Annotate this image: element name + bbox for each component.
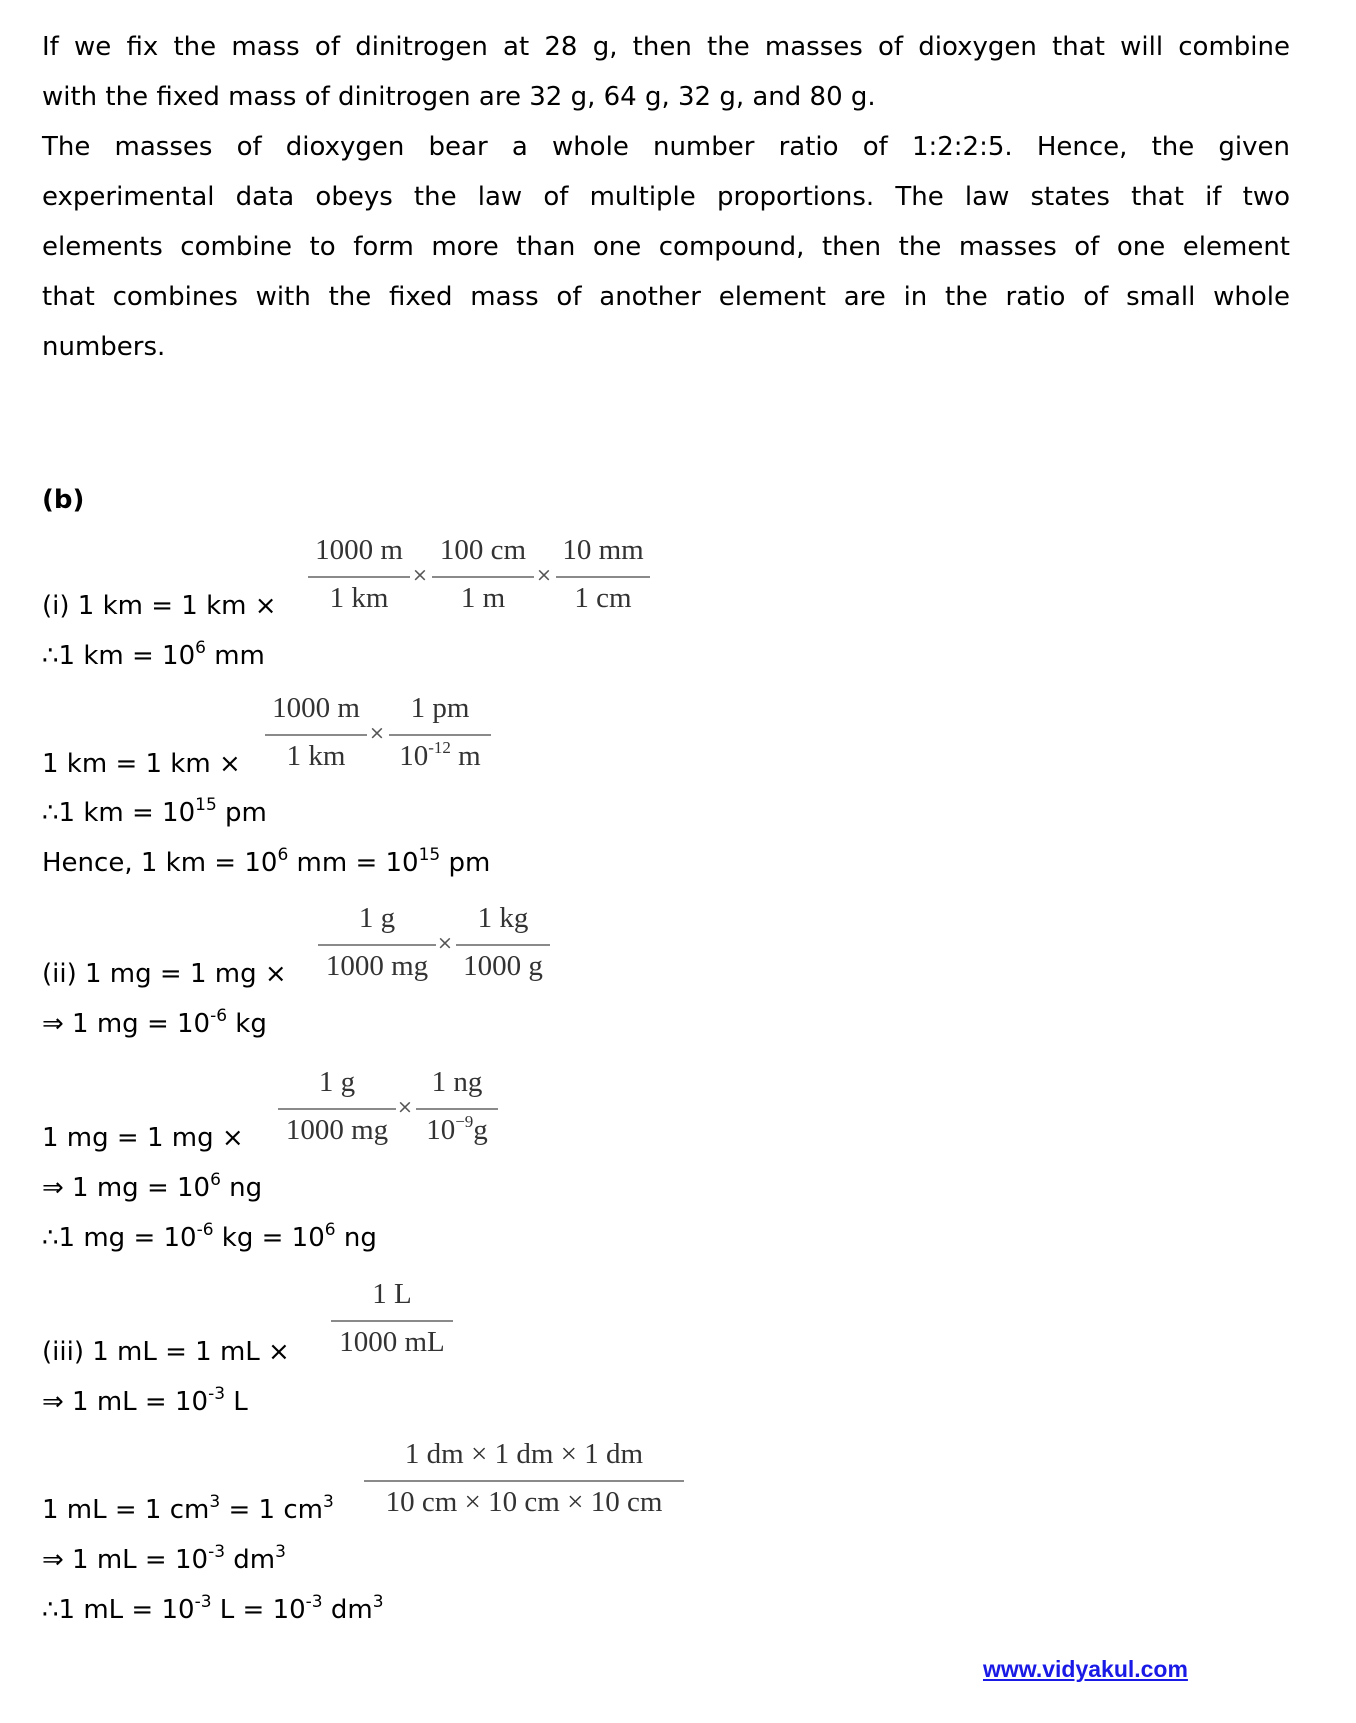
result-unit: pm <box>216 798 267 828</box>
hence-text: Hence, 1 km = 10 <box>42 848 278 878</box>
fraction-bar <box>265 734 367 736</box>
fraction-bar <box>318 944 436 946</box>
result-i-1 <box>42 640 265 675</box>
fraction-denominator: 10 cm × 10 cm × 10 cm <box>385 1486 663 1518</box>
fraction-numerator: 1 kg <box>477 902 529 934</box>
result-iii-1 <box>42 1386 248 1421</box>
fraction-numerator: 1 g <box>318 1066 356 1098</box>
fraction-denominator <box>389 740 491 773</box>
equation-i-1: (i) 1 km = 1 km × <box>42 591 277 621</box>
result-ii-3 <box>42 1222 377 1257</box>
fraction-group-iii-2 <box>364 1438 694 1528</box>
exponent: 15 <box>195 795 217 815</box>
equation-text: = 1 cm <box>220 1495 323 1525</box>
result-iii-3 <box>42 1594 384 1629</box>
denominator-unit: g <box>473 1114 488 1146</box>
exponent: -3 <box>208 1384 226 1404</box>
result-text: kg = 10 <box>213 1223 325 1253</box>
result-iii-2 <box>42 1544 286 1579</box>
result-unit: dm <box>225 1545 276 1575</box>
times-sign: × <box>412 564 428 586</box>
fraction-numerator: 1 g <box>358 902 396 934</box>
result-text: ∴1 mL = 10 <box>42 1595 195 1625</box>
times-sign: × <box>437 932 453 954</box>
fraction-denominator: 1000 g <box>463 950 543 982</box>
exponent: 6 <box>277 845 289 865</box>
exponent: 6 <box>210 1170 221 1190</box>
exponent: 3 <box>322 1492 334 1512</box>
equation-text: 1 mL = 1 cm <box>42 1495 210 1525</box>
fraction-denominator <box>416 1114 498 1147</box>
result-unit: kg <box>227 1009 267 1039</box>
exponent: -6 <box>210 1006 228 1026</box>
result-text: ∴1 km = 10 <box>42 641 196 671</box>
result-i-2 <box>42 797 267 832</box>
paragraph-line: with the fixed mass of dinitrogen are 32 g, 64 g, 32 g, and 80 g. <box>42 82 876 112</box>
exponent: 3 <box>372 1592 384 1612</box>
intro-paragraph <box>42 22 1290 372</box>
fraction-bar <box>556 576 650 578</box>
fraction-numerator: 1 dm × 1 dm × 1 dm <box>404 1438 644 1470</box>
exponent: 6 <box>324 1220 336 1240</box>
fraction-group-i-1 <box>308 534 668 624</box>
result-text: ⇒ 1 mL = 10 <box>42 1545 209 1575</box>
hence-text: mm = 10 <box>288 848 419 878</box>
equation-iii-1: (iii) 1 mL = 1 mL × <box>42 1337 290 1367</box>
fraction-numerator: 1000 m <box>315 534 403 566</box>
denominator-base: 10 <box>399 740 429 772</box>
fraction-bar <box>389 734 491 736</box>
hence-line <box>42 847 490 882</box>
fraction-numerator: 1 L <box>372 1278 412 1310</box>
denominator-base: 10 <box>426 1114 456 1146</box>
equation-ii-2: 1 mg = 1 mg × <box>42 1123 244 1153</box>
result-text: L = 10 <box>211 1595 306 1625</box>
fraction-denominator: 1 cm <box>574 582 632 614</box>
fraction-denominator: 1 km <box>329 582 389 614</box>
result-text: ⇒ 1 mg = 10 <box>42 1173 211 1203</box>
fraction-bar <box>364 1480 684 1482</box>
equation-i-2: 1 km = 1 km × <box>42 749 241 779</box>
fraction-bar <box>308 576 410 578</box>
fraction-numerator: 1 ng <box>431 1066 483 1098</box>
result-ii-1 <box>42 1008 267 1043</box>
exponent: 3 <box>275 1542 286 1562</box>
fraction-denominator: 1 m <box>460 582 506 614</box>
result-unit: L <box>225 1387 248 1417</box>
result-unit: dm <box>322 1595 373 1625</box>
fraction-bar <box>331 1320 453 1322</box>
exponent: -3 <box>305 1592 323 1612</box>
exponent: 15 <box>418 845 441 865</box>
exponent: −9 <box>455 1112 474 1131</box>
fraction-numerator: 1 pm <box>410 692 470 724</box>
fraction-bar <box>416 1108 498 1110</box>
result-unit: ng <box>335 1223 377 1253</box>
paragraph-line: If we fix the mass of dinitrogen at 28 g, then the masses of dioxygen that will combine <box>42 32 1290 62</box>
result-text: ∴1 km = 10 <box>42 798 196 828</box>
exponent: -6 <box>196 1220 214 1240</box>
fraction-denominator: 1000 mL <box>339 1326 445 1358</box>
fraction-bar <box>456 944 550 946</box>
result-unit: ng <box>220 1173 263 1203</box>
section-b-label: (b) <box>42 485 85 515</box>
fraction-group-iii-1 <box>331 1278 461 1368</box>
fraction-numerator: 100 cm <box>439 534 527 566</box>
result-unit: mm <box>205 641 265 671</box>
result-ii-2 <box>42 1172 262 1207</box>
fraction-denominator: 1000 mg <box>325 950 429 982</box>
exponent: -12 <box>428 738 451 757</box>
times-sign: × <box>397 1096 413 1118</box>
result-text: ∴1 mg = 10 <box>42 1223 197 1253</box>
fraction-denominator: 1 km <box>286 740 346 772</box>
fraction-numerator: 10 mm <box>562 534 644 566</box>
paragraph-line: numbers. <box>42 332 166 362</box>
paragraph-line: that combines with the fixed mass of another element are in the ratio of small whole <box>42 282 1290 312</box>
equation-iii-2 <box>42 1494 334 1529</box>
fraction-numerator: 1000 m <box>272 692 360 724</box>
fraction-group-i-2 <box>265 692 505 782</box>
fraction-denominator: 1000 mg <box>285 1114 389 1146</box>
result-text: ⇒ 1 mg = 10 <box>42 1009 211 1039</box>
times-sign: × <box>369 722 385 744</box>
equation-ii-1: (ii) 1 mg = 1 mg × <box>42 959 287 989</box>
paragraph-line: experimental data obeys the law of multiple proportions. The law states that if two <box>42 182 1290 212</box>
times-sign: × <box>536 564 552 586</box>
denominator-unit: m <box>450 740 481 772</box>
vidyakul-link[interactable]: www.vidyakul.com <box>983 1656 1188 1682</box>
fraction-group-ii-2 <box>278 1066 528 1156</box>
fraction-group-ii-1 <box>318 902 568 992</box>
paragraph-line: elements combine to form more than one compound, then the masses of one element <box>42 232 1290 262</box>
hence-text: pm <box>440 848 491 878</box>
exponent: 6 <box>195 638 206 658</box>
fraction-bar <box>432 576 534 578</box>
exponent: 3 <box>209 1492 221 1512</box>
fraction-bar <box>278 1108 396 1110</box>
result-text: ⇒ 1 mL = 10 <box>42 1387 209 1417</box>
exponent: -3 <box>194 1592 212 1612</box>
paragraph-line: The masses of dioxygen bear a whole number ratio of 1:2:2:5. Hence, the given <box>42 132 1290 162</box>
exponent: -3 <box>208 1542 226 1562</box>
